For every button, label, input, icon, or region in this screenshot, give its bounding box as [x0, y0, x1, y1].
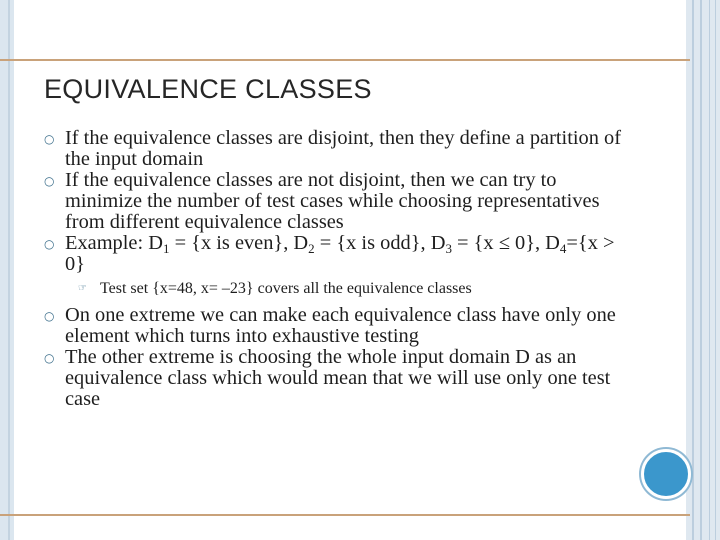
bullet-item [44, 347, 634, 410]
hollow-circle-icon: ○ [44, 309, 55, 323]
example-text: = {x is even}, D [169, 232, 309, 254]
hollow-circle-icon: ○ [44, 351, 55, 365]
subscript: 4 [559, 241, 567, 256]
bottom-divider [0, 514, 690, 516]
right-border-line [709, 0, 710, 540]
sub-bullet-text: Test set {x=48, x= –23} covers all the equivalence classes [100, 280, 472, 297]
subscript: 3 [445, 241, 452, 256]
hollow-circle-icon: ○ [44, 174, 55, 188]
bullet-text: If the equivalence classes are not disjoint, then we can try to minimize the number of test cases while choosing representatives from different equivalence classes [65, 169, 600, 233]
bullet-item [44, 128, 634, 170]
bullet-text: The other extreme is choosing the whole input domain D as an equivalence class which would mean that we will use only one test case [65, 346, 611, 410]
bullet-list [44, 128, 634, 410]
pointer-hand-icon: ☞ [78, 283, 87, 294]
hollow-circle-icon: ○ [44, 132, 55, 146]
left-border-line [8, 0, 10, 540]
example-text: = {x ≤ 0}, D [451, 232, 560, 254]
left-border-decoration [0, 0, 14, 540]
bullet-text: On one extreme we can make each equivalence class have only one element which turns into exhaustive testing [65, 304, 616, 347]
top-divider [0, 59, 690, 61]
sub-bullet-item [44, 279, 634, 299]
decorative-circle [641, 449, 691, 499]
example-text: ={x > 0} [65, 232, 615, 275]
bullet-text: If the equivalence classes are disjoint, then they define a partition of the input domain [65, 127, 622, 170]
example-prefix: Example: D [65, 232, 163, 254]
right-border-line [715, 0, 716, 540]
subscript: 1 [162, 241, 170, 256]
bullet-item [44, 305, 634, 347]
bullet-item [44, 170, 634, 233]
right-border-line [700, 0, 702, 540]
slide-title: EQUIVALENCE CLASSES [44, 74, 372, 104]
subscript: 2 [308, 241, 315, 256]
hollow-circle-icon: ○ [44, 237, 55, 251]
right-border-line [692, 0, 694, 540]
bullet-item-example [44, 233, 634, 275]
example-text: = {x is odd}, D [314, 232, 446, 254]
